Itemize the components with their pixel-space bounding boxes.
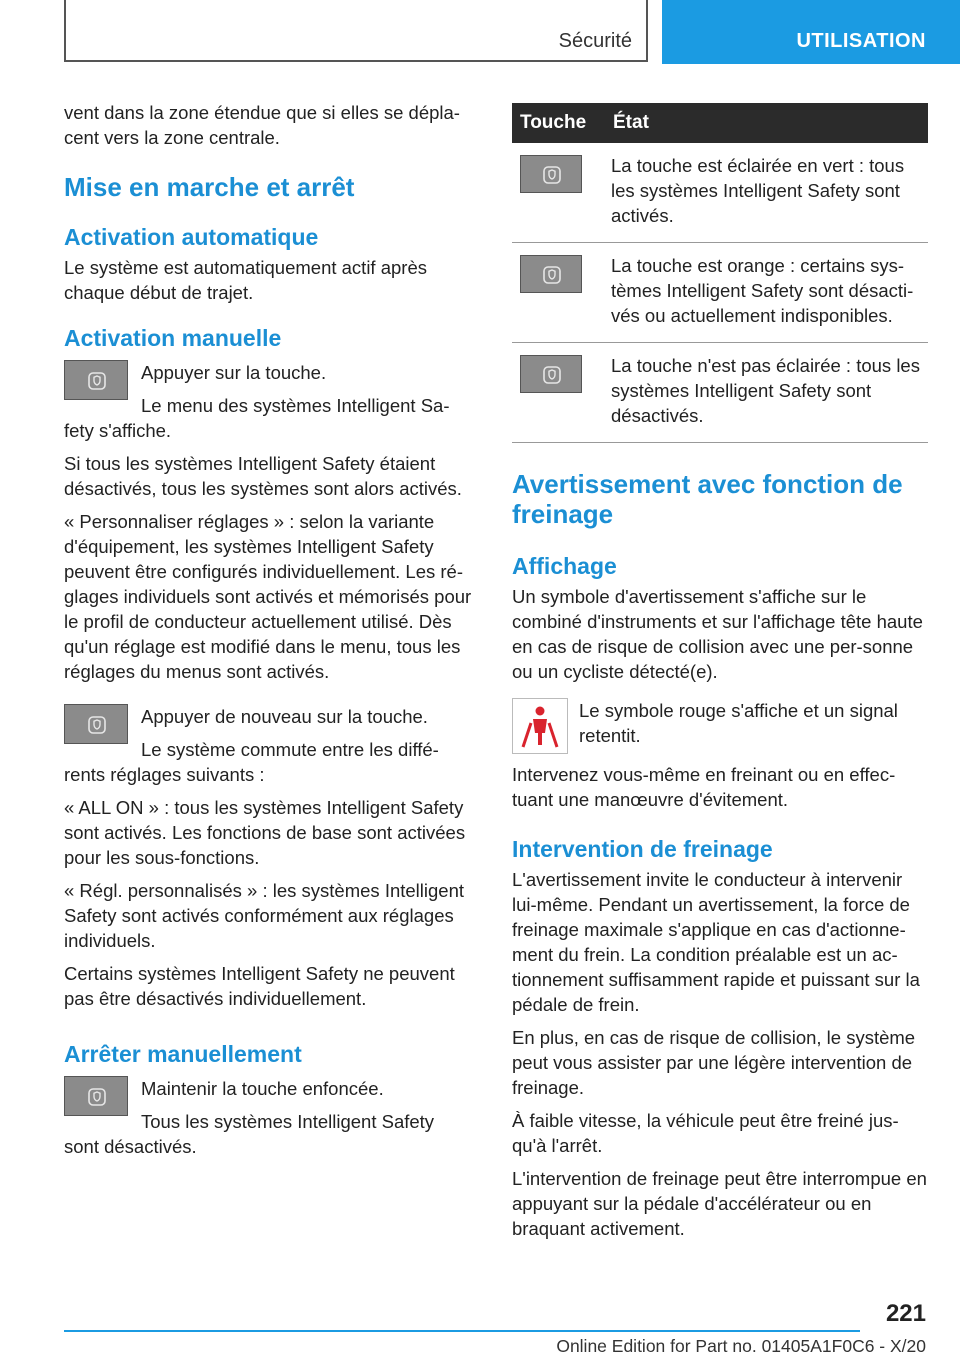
intervention-paragraph-3: À faible vitesse, la véhicule peut être freiné jus-qu'à l'arrêt. (512, 1110, 899, 1156)
safety-button-icon (543, 166, 561, 184)
intelligent-safety-button (64, 704, 128, 744)
manual-paragraph-4: « Personnaliser réglages » : selon la variante d'équipement, les systèmes Intelligent Safety peuvent être configurés individuellement. Les ré-glages individuels sont activés et mémorisés pour le profil de conducteur actuellement utilisé. Dès qu'un réglage est modifié dans le menu, tous les réglages du menus sont activés. (64, 511, 472, 682)
intervention-paragraph-2: En plus, en cas de risque de collision, le système peut vous assister par une légère intervention de freinage. (512, 1027, 916, 1098)
arret-step-1: Maintenir la touche enfoncée. (141, 1078, 384, 1099)
table-cell-state: La touche est éclairée en vert : tous les systèmes Intelligent Safety sont activés. (605, 143, 928, 243)
footer-divider (64, 1330, 860, 1332)
safety-button-icon (88, 372, 106, 390)
table-header-row (512, 103, 928, 143)
chapter-title: UTILISATION (796, 30, 926, 52)
left-column (64, 100, 479, 1167)
affichage-paragraph-1: Un symbole d'avertissement s'affiche sur le combiné d'instruments et sur l'affichage tête haute en cas de risque de collision avec une per-sonne ou un cycliste détecté(e). (512, 586, 923, 682)
arret-step-2-rest: sont désactivés. (64, 1136, 197, 1157)
safety-button-icon (88, 716, 106, 734)
heading-arreter-manuellement: Arrêter manuellement (64, 1041, 302, 1067)
again-step-2-rest: rents réglages suivants : (64, 764, 265, 785)
again-paragraph-4: « Régl. personnalisés » : les systèmes Intelligent Safety sont activés conformément aux réglages individuels. (64, 880, 465, 951)
safety-button-green-state (520, 155, 582, 193)
table-header-etat: État (605, 103, 928, 143)
heading-affichage: Affichage (512, 553, 617, 579)
heading-activation-manuelle: Activation manuelle (64, 325, 282, 351)
arret-step-2-first: Tous les systèmes Intelligent Safety (141, 1111, 435, 1132)
warning-symbol-row (512, 698, 928, 758)
again-step-1: Appuyer de nouveau sur la touche. (141, 706, 428, 727)
heading-mise-en-marche: Mise en marche et arrêt (64, 172, 355, 202)
again-paragraph-5: Certains systèmes Intelligent Safety ne peuvent pas être désactivés individuellement. (64, 963, 455, 1009)
heading-intervention: Intervention de freinage (512, 836, 773, 862)
manual-paragraph-3: Si tous les systèmes Intelligent Safety étaient désactivés, tous les systèmes sont alors activés. (64, 453, 462, 499)
again-paragraph-3: « ALL ON » : tous les systèmes Intelligent Safety sont activés. Les fonctions de base sont activées pour les sous-fonctions. (64, 797, 466, 868)
table-row (512, 343, 928, 443)
affichage-paragraph-3: Intervenez vous-même en freinant ou en effec-tuant une manœuvre d'évitement. (512, 764, 896, 810)
table-cell-state: La touche n'est pas éclairée : tous les systèmes Intelligent Safety sont désactivés. (605, 343, 928, 443)
affichage-paragraph-2: Le symbole rouge s'affiche et un signal retentit. (579, 700, 898, 746)
safety-button-off-state (520, 355, 582, 393)
intelligent-safety-button (64, 1076, 128, 1116)
page-number: 221 (885, 1300, 926, 1327)
again-step-2-first: Le système commute entre les diffé- (141, 739, 439, 760)
intro-paragraph: vent dans la zone étendue que si elles se dépla-cent vers la zone centrale. (64, 102, 460, 148)
safety-button-orange-state (520, 255, 582, 293)
table-cell-state: La touche est orange : certains sys-tèmes Intelligent Safety sont désacti-vés ou actuellement indisponibles. (605, 243, 928, 343)
key-row-again (64, 704, 479, 762)
table-row (512, 243, 928, 343)
section-title: Sécurité (558, 30, 632, 52)
right-column (512, 103, 928, 1249)
table-header-touche: Touche (512, 103, 605, 143)
intervention-paragraph-1: L'avertissement invite le conducteur à intervenir lui-même. Pendant un avertissement, la force de freinage maximale s'applique en cas d'actionne-ment du frein. La condition préalable est un ac-tionnement suffisamment rapide et puissant sur la pédale de frein. (512, 869, 920, 1015)
key-row-activation (64, 360, 479, 418)
heading-avertissement: Avertissement avec fonction de freinage (512, 469, 903, 529)
manual-step-2-first: Le menu des systèmes Intelligent Sa- (141, 395, 450, 416)
safety-button-icon (543, 366, 561, 384)
manual-step-2-rest: fety s'affiche. (64, 420, 172, 441)
auto-paragraph: Le système est automatiquement actif après chaque début de trajet. (64, 257, 427, 303)
intervention-paragraph-4: L'intervention de freinage peut être interrompue en appuyant sur la pédale d'accélérateur ou en braquant activement. (512, 1168, 927, 1239)
table-row (512, 143, 928, 243)
footer-edition: Online Edition for Part no. 01405A1F0C6 - X/20 (556, 1336, 926, 1356)
intelligent-safety-button (64, 360, 128, 400)
key-state-table (512, 103, 928, 443)
manual-step-1: Appuyer sur la touche. (141, 362, 327, 383)
pedestrian-warning-icon (512, 698, 568, 754)
safety-button-icon (543, 266, 561, 284)
header-section-tab (64, 0, 648, 62)
heading-activation-automatique: Activation automatique (64, 224, 319, 250)
key-row-arret (64, 1076, 479, 1134)
header-chapter-tab (662, 0, 960, 64)
safety-button-icon (88, 1088, 106, 1106)
